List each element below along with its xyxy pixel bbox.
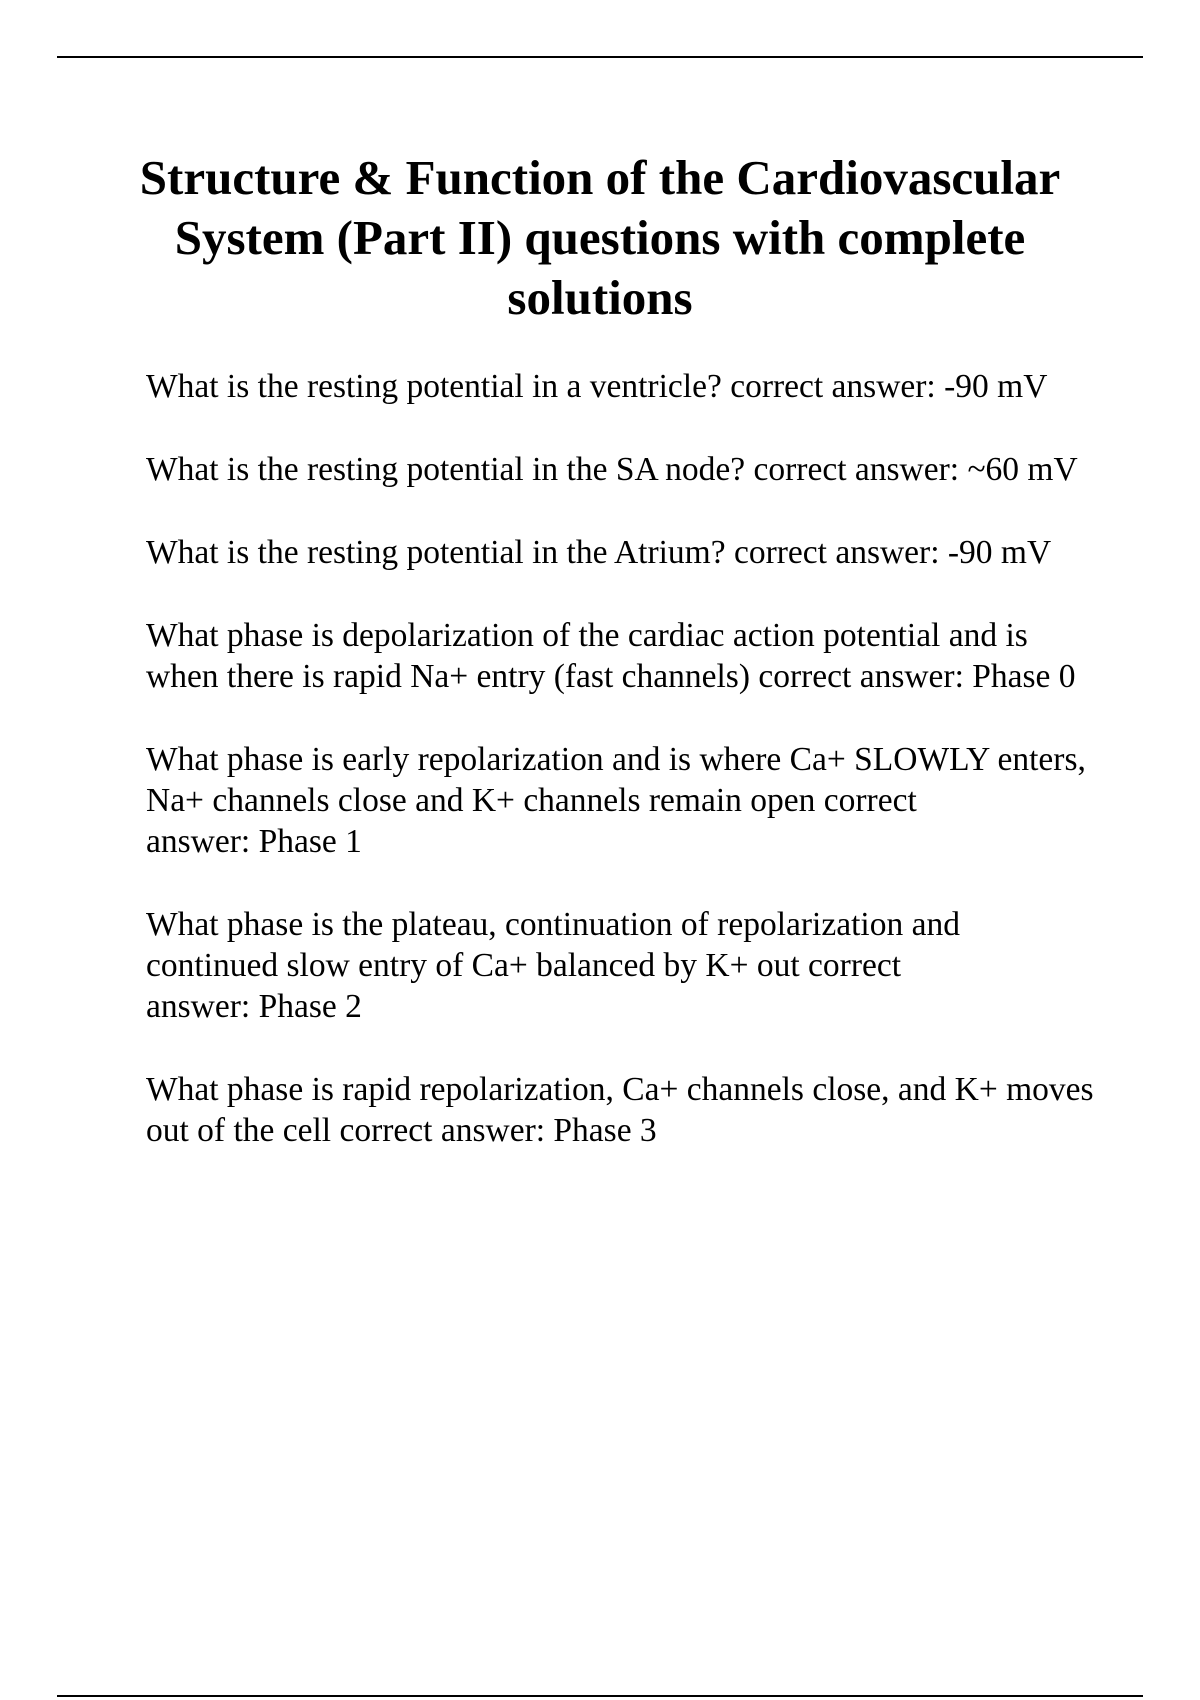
question-text: What phase is the plateau, continuation of repolarization and continued slow entry of Ca+ balanced by K+ out: [146, 906, 960, 984]
answer-prefix: correct answer:: [753, 451, 960, 488]
qa-item-3: [146, 532, 1096, 573]
answer-prefix: correct answer:: [730, 368, 936, 405]
qa-item-4: [146, 615, 1096, 697]
question-text: What is the resting potential in the Atrium?: [146, 534, 726, 571]
top-divider: [57, 56, 1143, 58]
page-title: Structure & Function of the Cardiovascular System (Part II) questions with complete solutions: [139, 150, 1061, 325]
answer-text: ~60 mV: [967, 451, 1078, 488]
answer-text: -90 mV: [944, 368, 1048, 405]
qa-item-1: [146, 366, 1096, 407]
question-text: What phase is depolarization of the cardiac action potential and is when there is rapid Na+ entry (fast channels): [146, 617, 1028, 695]
qa-item-2: [146, 449, 1096, 490]
qa-item-6: [146, 904, 1096, 1027]
question-text: What phase is early repolarization and is where Ca+ SLOWLY enters, Na+ channels close and K+ channels remain open: [146, 741, 1086, 819]
question-text: What is the resting potential in the SA node?: [146, 451, 746, 488]
answer-prefix: correct answer:: [339, 1112, 546, 1149]
answer-text: Phase 1: [258, 823, 362, 860]
answer-text: Phase 3: [553, 1112, 657, 1149]
question-text: What phase is rapid repolarization, Ca+ channels close, and K+ moves out of the cell: [146, 1071, 1094, 1149]
answer-prefix: correct answer:: [146, 782, 917, 860]
answer-prefix: correct answer:: [758, 658, 964, 695]
qa-item-7: [146, 1069, 1096, 1151]
answer-prefix: correct answer:: [733, 534, 940, 571]
bottom-divider: [57, 1695, 1143, 1697]
answer-text: Phase 0: [972, 658, 1076, 695]
qa-item-5: [146, 739, 1096, 862]
answer-text: Phase 2: [258, 988, 362, 1025]
question-text: What is the resting potential in a ventricle?: [146, 368, 722, 405]
answer-text: -90 mV: [947, 534, 1052, 571]
qa-list: [146, 366, 1096, 1193]
answer-prefix: correct answer:: [146, 947, 902, 1025]
